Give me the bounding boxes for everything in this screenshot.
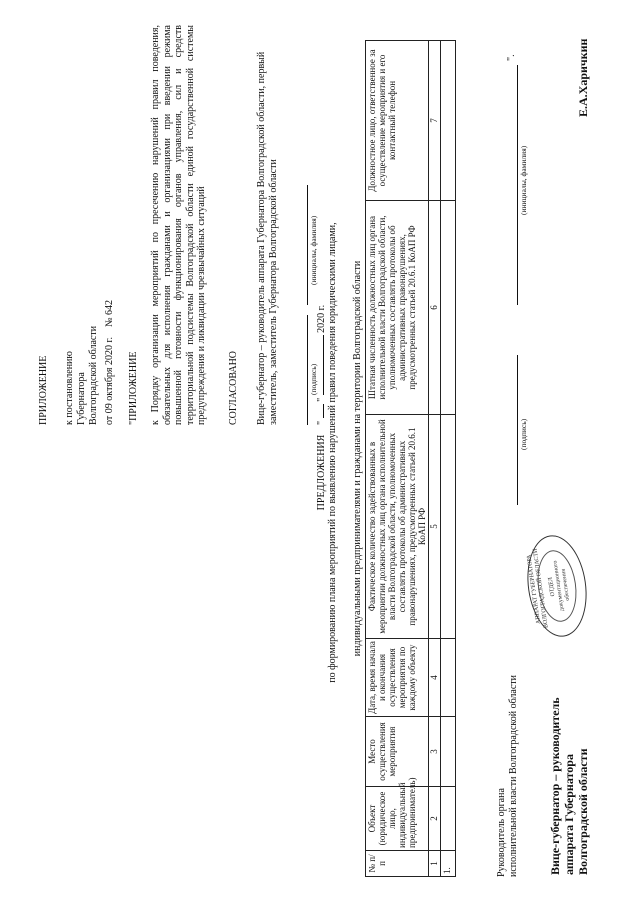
table-cell [441,201,456,415]
header-object: Объект (юридическое лицо, индивидуальный предприниматель) [366,787,429,851]
decree-reference-line1: к постановлению [64,351,75,425]
signer-title-line1: Вице-губернатор – руководитель [548,697,562,875]
header-staff-count: Штатная численность должностных лиц органа исполнительной власти Волгоградской области, уполномоченных составлять протоколы об административных правонарушениях, предусмотренных статьей 20.6.1 КоАП РФ [366,201,429,415]
seal-outer-text: АППАРАТ ГУБЕРНАТОРА ВОЛГОГРАДСКОЙ ОБЛАСТИ [526,548,550,629]
col-number-7: 7 [429,40,441,200]
row-index: 1. [441,851,456,877]
col-number-1: 1 [429,851,441,877]
approval-initials-caption: (инициалы, фамилия) [309,215,318,285]
proposals-title: ПРЕДЛОЖЕНИЯ [316,434,327,511]
table-subtitle-row [352,40,366,876]
col-number-5: 5 [429,415,441,639]
decree-reference-line3: Волгоградской области [88,325,99,425]
approval-text: Вице-губернатор – руководитель аппарата Губернатора Волгоградской области, первый заместитель, заместитель Губернатора Волгоградской области [256,51,279,425]
table-cell [441,717,456,787]
col-number-2: 2 [429,787,441,851]
closing-quote: ". [506,54,517,61]
decree-number-sign: № [104,317,115,328]
table-cell [441,415,456,639]
signer-name: Е.А.Харичкин [576,38,590,117]
appendix-procedure-title: "ПРИЛОЖЕНИЕ [128,351,139,425]
table-cell [441,639,456,717]
decree-date-prefix: от [104,415,115,425]
header-place: Место осуществления мероприятия [366,717,429,787]
decree-reference-line2: Губернатора [76,372,87,425]
approval-date-year: 2020 г. [316,304,327,333]
signer-title-line3: Волгоградской области [576,748,590,875]
table-number-row [429,40,441,876]
head-label-line2: исполнительной власти Волгоградской области [508,674,519,877]
official-seal [521,531,593,640]
table-cell [441,40,456,200]
appendix-title: ПРИЛОЖЕНИЕ [38,355,49,425]
seal-inner-text: ОТДЕЛ документационного обеспечения [547,560,572,612]
header-number: № п/п [366,851,429,877]
table-row [441,40,456,876]
table-header-row [366,40,429,876]
proposals-subtitle-line2: индивидуальными предпринимателями и гражданами на территории Волгоградской области [352,260,363,657]
approval-title: СОГЛАСОВАНО [228,350,239,425]
decree-date [104,300,116,425]
appendix-procedure-text: к Порядку организации мероприятий по пресечению нарушений правил поведения, обязательных для исполнения гражданами и организациями при введении режима повышенной готовности функционирования органов управления, сил и средств территориальной подсистемы Волгоградской области единой государственной системы предупреждения и ликвидации чрезвычайных ситуаций [150,25,207,425]
col-number-6: 6 [429,201,441,415]
proposals-table [352,40,456,877]
header-datetime: Дата, время начала и окончания осуществления мероприятия по каждому объекту [366,639,429,717]
table-cell [441,787,456,851]
signer-title-line2: аппарата Губернатора [562,754,576,875]
header-responsible-person: Должностное лицо, ответственное за осуществление мероприятия и его контактный телефон [366,40,429,200]
head-signature-caption: (подпись) [519,418,528,450]
col-number-4: 4 [429,639,441,717]
head-initials-caption: (инициалы, фамилия) [519,145,528,215]
header-actual-count: Фактическое количество задействованных в мероприятии должностных лиц органа исполнительной власти Волгоградской области, уполномоченных составлять протоколы об административных правонарушениях, предусмотренных статьей 20.6.1 КоАП РФ [366,415,429,639]
col-number-3: 3 [429,717,441,787]
approval-signature-caption: (подпись) [309,363,318,395]
approval-date-quote-open: " [316,420,327,425]
proposals-subtitle-line1: по формированию плана мероприятий по выявлению нарушений правил поведения юридическими лицами, [327,222,338,683]
decree-date-value: 09 октября 2020 г. [104,337,115,414]
approval-date-quote-close: " [316,397,327,402]
head-label-line1: Руководитель органа [496,788,507,877]
decree-number-value: 642 [104,299,115,315]
